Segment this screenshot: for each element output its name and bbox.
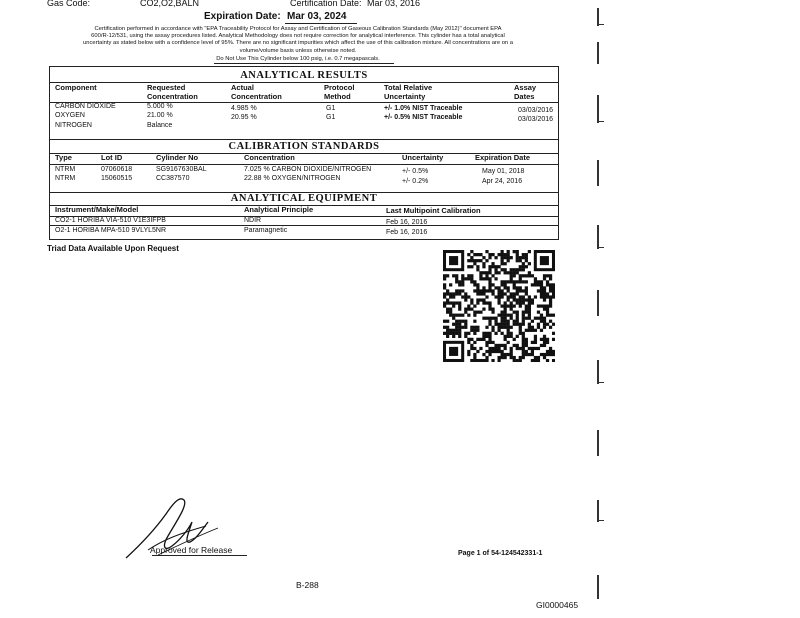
- qr-code: [443, 250, 555, 362]
- divider: [50, 82, 558, 83]
- expiration-cell: Apr 24, 2016: [482, 178, 523, 185]
- notice-underline: [214, 63, 394, 64]
- col-header-uncertainty: Uncertainty: [402, 153, 444, 162]
- assay-date-cell: 03/03/2016: [518, 116, 554, 123]
- notice-line: 600/R-12/531, using the assay procedures listed. Analytical Methodology does not require correction for analytical interference. This cylinder has a total analytical: [91, 33, 505, 39]
- concentration-cell: 7.025 % CARBON DIOXIDE/NITROGEN: [244, 166, 372, 173]
- calibration-cell: Feb 16, 2016: [386, 229, 428, 236]
- instrument-cell: O2-1 HORIBA MPA-510 9VLYL5NR: [55, 227, 167, 234]
- concentration-cell: 22.88 % OXYGEN/NITROGEN: [244, 175, 341, 182]
- divider: [50, 225, 558, 226]
- col-header-principle: Analytical Principle: [244, 205, 314, 214]
- col-header-type: Type: [55, 153, 72, 162]
- gas-code-value: CO2,O2,BALN: [140, 0, 200, 8]
- expiration-date-value: Mar 03, 2024: [287, 11, 347, 22]
- document-id: GI0000465: [536, 600, 579, 610]
- col-header-lot-id: Lot ID: [101, 153, 123, 162]
- component-cell: CARBON DIOXIDE: [55, 103, 116, 110]
- approved-for-release-label: Approved for Release: [150, 545, 233, 555]
- expiration-underline: [285, 23, 357, 24]
- instrument-cell: CO2-1 HORIBA VIA-510 V1E3IFPB: [55, 217, 166, 224]
- method-cell: G1: [326, 105, 336, 112]
- requested-cell: 5.000 %: [147, 103, 173, 110]
- col-header-last-calibration: Last Multipoint Calibration: [386, 206, 481, 215]
- page-code: B-288: [296, 580, 319, 590]
- analytical-equipment-section: [49, 192, 559, 240]
- uncertainty-cell: +/- 0.5% NIST Traceable: [384, 114, 463, 121]
- col-header-expiration: Expiration Date: [475, 153, 531, 162]
- lot-id-cell: 15060515: [101, 175, 133, 182]
- triad-data-note: Triad Data Available Upon Request: [47, 244, 179, 253]
- method-cell: G1: [326, 114, 336, 121]
- calibration-standards-title: CALIBRATION STANDARDS: [228, 141, 380, 152]
- requested-cell: 21.00 %: [147, 112, 173, 119]
- calibration-standards-section: [49, 139, 559, 193]
- cylinder-cell: SG9167630BAL: [156, 166, 207, 173]
- notice-warning: Do Not Use This Cylinder below 100 psig, i.e. 0.7 megapascals.: [216, 56, 380, 62]
- lot-id-cell: 07060618: [101, 166, 133, 173]
- page-number: Page 1 of 54-124542331-1: [458, 550, 543, 557]
- notice-line: volume/volume basis unless otherwise noted.: [239, 48, 357, 54]
- type-cell: NTRM: [55, 175, 76, 182]
- divider: [50, 102, 558, 103]
- calibration-cell: Feb 16, 2016: [386, 219, 428, 226]
- col-header-concentration: Concentration: [244, 153, 295, 162]
- type-cell: NTRM: [55, 166, 76, 173]
- certification-date-value: Mar 03, 2016: [367, 0, 421, 8]
- actual-cell: 20.95 %: [231, 114, 257, 121]
- uncertainty-cell: +/- 1.0% NIST Traceable: [384, 105, 463, 112]
- actual-cell: 4.985 %: [231, 105, 257, 112]
- analytical-equipment-title: ANALYTICAL EQUIPMENT: [230, 193, 378, 204]
- uncertainty-cell: +/- 0.5%: [402, 168, 429, 175]
- assay-date-cell: 03/03/2016: [518, 107, 554, 114]
- cylinder-cell: CC387570: [156, 175, 190, 182]
- certification-date-label: Certification Date:: [290, 0, 362, 8]
- notice-line: Certification performed in accordance with "EPA Traceability Protocol for Assay and Certification of Gaseous Calibration Standards (May 2012)" document EPA: [94, 26, 502, 32]
- col-header-assay-dates: Assay Dates: [514, 83, 537, 101]
- principle-cell: NDIR: [244, 217, 262, 224]
- col-header-cylinder-no: Cylinder No: [156, 153, 199, 162]
- expiration-cell: May 01, 2018: [482, 168, 525, 175]
- col-header-method: Protocol Method: [324, 83, 355, 101]
- signature-line: [152, 555, 247, 556]
- principle-cell: Paramagnetic: [244, 227, 288, 234]
- component-cell: OXYGEN: [55, 112, 85, 119]
- col-header-actual: Actual Concentration: [231, 83, 282, 101]
- requested-cell: Balance: [147, 122, 173, 129]
- col-header-component: Component: [55, 83, 97, 92]
- col-header-uncertainty: Total Relative Uncertainty: [384, 83, 433, 101]
- analytical-results-section: [49, 66, 559, 140]
- analytical-results-title: ANALYTICAL RESULTS: [240, 70, 368, 81]
- col-header-instrument: Instrument/Make/Model: [55, 205, 139, 214]
- uncertainty-cell: +/- 0.2%: [402, 178, 429, 185]
- notice-line: uncertainty as stated below with a confidence level of 95%. There are no significant impurities which affect the use of this calibration mixture. All concentrations are on a: [83, 40, 513, 46]
- col-header-requested: Requested Concentration: [147, 83, 198, 101]
- divider: [50, 164, 558, 165]
- expiration-date-label: Expiration Date:: [204, 11, 281, 22]
- component-cell: NITROGEN: [55, 122, 92, 129]
- gas-code-label: Gas Code:: [47, 0, 91, 8]
